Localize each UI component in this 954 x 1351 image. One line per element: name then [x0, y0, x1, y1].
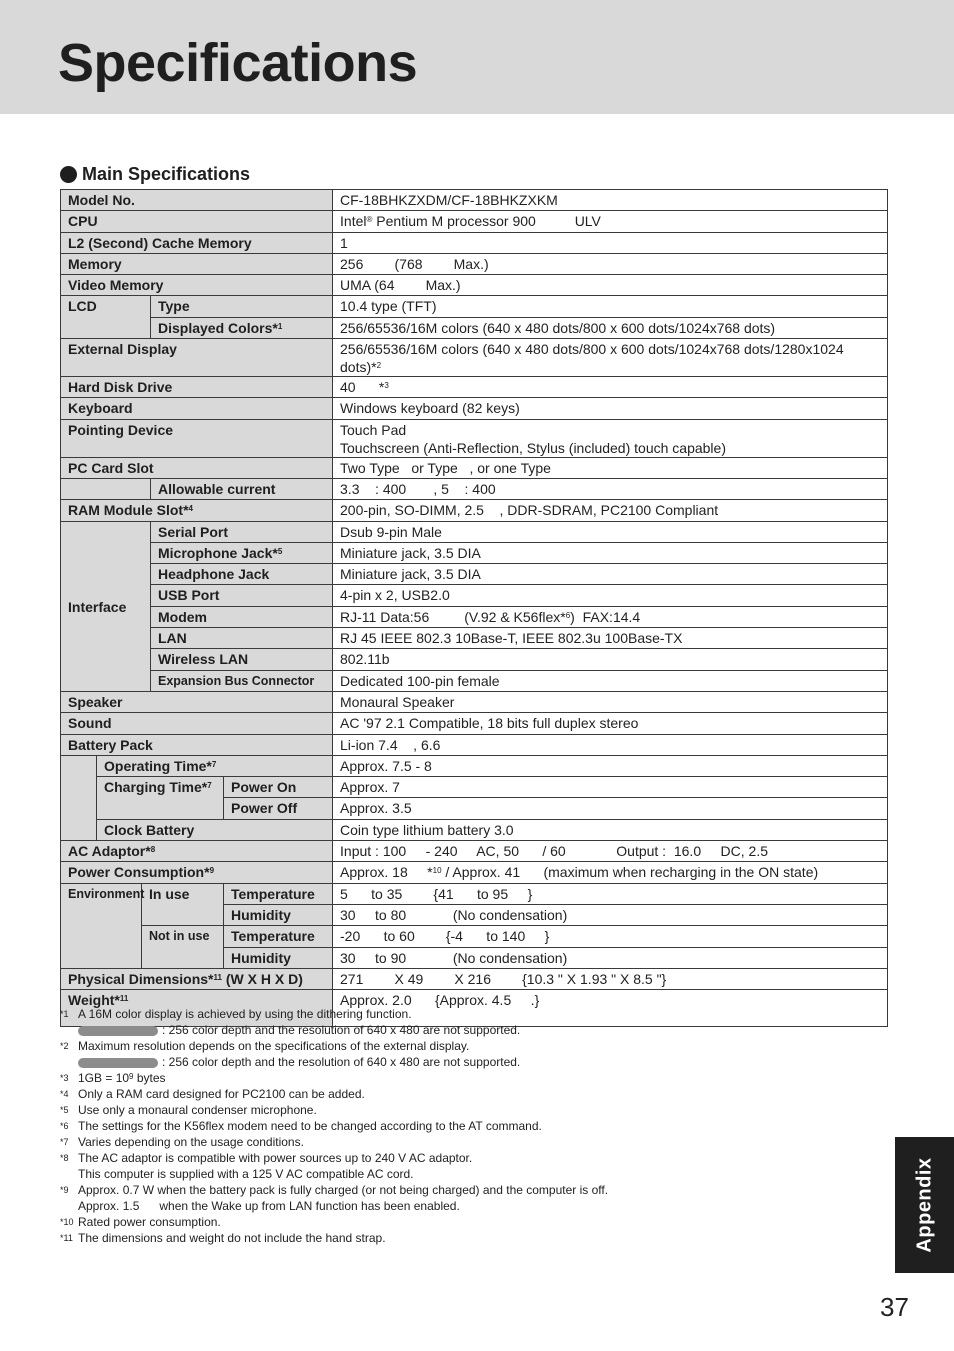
sub-label [151, 317, 333, 338]
footnote-mark: *6 [60, 1121, 69, 1131]
footnote-mark: *10 [60, 1217, 74, 1227]
table-row [61, 317, 888, 338]
footnote-text: The AC adaptor is compatible with power sources up to 240 V AC adaptor. [78, 1151, 473, 1165]
value-text: 40 * [340, 379, 385, 396]
footnote-mark: *1 [60, 1009, 69, 1019]
row-label: Environment [61, 883, 142, 968]
sub-label [97, 777, 224, 820]
sub-label: Type [151, 296, 333, 317]
table-row [61, 841, 888, 862]
row-value: Miniature jack, 3.5 DIA [333, 542, 888, 563]
value-text: ) FAX:14.4 [570, 608, 641, 625]
footnote-ref: 3 [384, 381, 389, 391]
label-text: Charging Time* [104, 779, 208, 796]
footnote-text: This computer is supplied with a 125 V AC compatible AC cord. [78, 1167, 414, 1181]
side-tab-label: Appendix [913, 1157, 935, 1253]
sub-label: Allowable current [151, 478, 333, 499]
footnote [60, 1182, 820, 1198]
footnote [60, 1214, 820, 1230]
sub-label [97, 755, 333, 776]
table-row [61, 542, 888, 563]
footnote [60, 1150, 820, 1166]
footnote-sub [60, 1054, 820, 1070]
sub-label: Expansion Bus Connector [151, 670, 333, 691]
value-text: Approx. 18 * [340, 864, 433, 881]
footnote-text: Use only a monaural condenser microphone. [78, 1103, 317, 1117]
table-row [61, 649, 888, 670]
row-value: 256 (768 Max.) [333, 253, 888, 274]
footnote [60, 1038, 820, 1054]
row-value: Approx. 7 [333, 777, 888, 798]
footnote-mark: *8 [60, 1153, 69, 1163]
table-row [61, 398, 888, 419]
footnote-text: The dimensions and weight do not include the hand strap. [78, 1231, 386, 1245]
table-row [61, 862, 888, 883]
row-value: 10.4 type (TFT) [333, 296, 888, 317]
row-value: Approx. 3.5 [333, 798, 888, 819]
row-value: Monaural Speaker [333, 691, 888, 712]
footnote-text: Approx. 0.7 W when the battery pack is fully charged (or not being charged) and the computer is off. [78, 1183, 609, 1197]
footnote-ref: 7 [211, 759, 217, 769]
exponent: 9 [129, 1072, 134, 1081]
footnote-ref: 11 [119, 994, 129, 1004]
row-label: Battery Pack [61, 734, 333, 755]
row-value: 802.11b [333, 649, 888, 670]
row-label: CPU [61, 211, 333, 232]
footnote-mark: *4 [60, 1089, 69, 1099]
table-row [61, 670, 888, 691]
row-value [333, 377, 888, 398]
footnote-mark: *3 [60, 1073, 69, 1083]
sub-label: Serial Port [151, 521, 333, 542]
table-row [61, 296, 888, 317]
table-row [61, 606, 888, 627]
footnote-mark: *5 [60, 1105, 69, 1115]
table-row [61, 564, 888, 585]
sub-label: Humidity [224, 947, 333, 968]
row-label: Memory [61, 253, 333, 274]
value-text: / Approx. 41 (maximum when recharging in the ON state) [441, 864, 819, 881]
row-label: Sound [61, 713, 333, 734]
row-label [61, 841, 333, 862]
table-row [61, 275, 888, 296]
footnote-text: Rated power consumption. [78, 1215, 221, 1229]
table-row [61, 755, 888, 776]
sub-label: Wireless LAN [151, 649, 333, 670]
table-row [61, 628, 888, 649]
table-row [61, 339, 888, 377]
bullet-icon [60, 166, 77, 183]
section-heading [60, 163, 250, 185]
footnote-text: Varies depending on the usage conditions. [78, 1135, 304, 1149]
footnote-mark: *9 [60, 1185, 69, 1195]
value-line: Touchscreen (Anti-Reflection, Stylus (included) touch capable) [340, 439, 726, 456]
row-value: UMA (64 Max.) [333, 275, 888, 296]
footnote-mark: *11 [60, 1233, 73, 1243]
footnote-text: : 256 color depth and the resolution of 640 x 480 are not supported. [162, 1023, 521, 1037]
label-text: Weight* [68, 992, 120, 1009]
footnote [60, 1134, 820, 1150]
blank-label-cell [61, 755, 97, 840]
table-row [61, 819, 888, 840]
sub-label: In use [142, 883, 224, 926]
footnote-text: bytes [133, 1071, 166, 1085]
table-row [61, 968, 888, 989]
row-value: -20 to 60 {-4 to 140 } [333, 926, 888, 947]
row-value: 3.3 : 400 , 5 : 400 [333, 478, 888, 499]
table-row [61, 253, 888, 274]
row-label [61, 500, 333, 521]
table-row [61, 926, 888, 947]
row-label: Video Memory [61, 275, 333, 296]
row-value: Approx. 7.5 - 8 [333, 755, 888, 776]
blank-label-cell [61, 478, 151, 499]
page-number: 37 [880, 1292, 909, 1322]
sub-label: Power On [224, 777, 333, 798]
table-row [61, 734, 888, 755]
row-label: PC Card Slot [61, 457, 333, 478]
footnote-ref: 11 [213, 972, 222, 982]
footnote [60, 1118, 820, 1134]
sub-label: Humidity [224, 904, 333, 925]
footnote-ref: 10 [432, 866, 442, 876]
row-value [333, 419, 888, 457]
footnote-ref: 2 [376, 361, 382, 371]
sub-label: USB Port [151, 585, 333, 606]
label-text: Power Consumption* [68, 864, 210, 881]
footnote-text: Maximum resolution depends on the specifications of the external display. [78, 1039, 470, 1053]
sub-label [151, 542, 333, 563]
sub-label: Not in use [142, 926, 224, 969]
row-value [333, 862, 888, 883]
value-text: RJ-11 Data:56 (V.92 & K56flex* [340, 608, 566, 625]
footnote-text: A 16M color display is achieved by using the dithering function. [78, 1007, 412, 1021]
footnote-sub [60, 1166, 820, 1182]
row-label: Hard Disk Drive [61, 377, 333, 398]
value-text: Intel [340, 213, 367, 230]
footnote-text: Only a RAM card designed for PC2100 can be added. [78, 1087, 365, 1101]
label-text: Displayed Colors* [158, 319, 278, 336]
row-value: Li-ion 7.4 , 6.6 [333, 734, 888, 755]
sub-label: Temperature [224, 926, 333, 947]
footnote-text: : 256 color depth and the resolution of 640 x 480 are not supported. [162, 1055, 521, 1069]
row-value: Windows keyboard (82 keys) [333, 398, 888, 419]
row-label: L2 (Second) Cache Memory [61, 232, 333, 253]
label-text: Operating Time* [104, 757, 212, 774]
footnote-ref: 7 [207, 781, 212, 791]
row-label: Keyboard [61, 398, 333, 419]
row-value: Dedicated 100-pin female [333, 670, 888, 691]
row-value: 271 X 49 X 216 {10.3 " X 1.93 " X 8.5 "} [333, 968, 888, 989]
table-row [61, 419, 888, 457]
row-value: Approx. 2.0 {Approx. 4.5 .} [333, 990, 888, 1027]
label-text: Microphone Jack* [158, 544, 278, 561]
row-label [61, 862, 333, 883]
footnote-ref: 4 [188, 504, 193, 514]
row-value: CF-18BHKZXDM/CF-18BHKZXKM [333, 190, 888, 211]
value-text: Pentium M processor 900 ULV [372, 213, 601, 230]
row-value [333, 606, 888, 627]
row-value: AC '97 2.1 Compatible, 18 bits full duplex stereo [333, 713, 888, 734]
row-value [333, 211, 888, 232]
row-value: Two Type or Type , or one Type [333, 457, 888, 478]
table-row [61, 377, 888, 398]
footnote [60, 1102, 820, 1118]
sub-label: Modem [151, 606, 333, 627]
footnote [60, 1230, 820, 1246]
table-row [61, 713, 888, 734]
row-value: Coin type lithium battery 3.0 [333, 819, 888, 840]
footnote-text: Approx. 1.5 when the Wake up from LAN function has been enabled. [78, 1199, 460, 1213]
row-label: LCD [61, 296, 151, 339]
row-label: Pointing Device [61, 419, 333, 457]
label-text: (W X H X D) [221, 970, 303, 987]
footnote [60, 1070, 820, 1086]
row-value: RJ 45 IEEE 802.3 10Base-T, IEEE 802.3u 100Base-TX [333, 628, 888, 649]
value-text: 256/65536/16M colors (640 x 480 dots/800 x 600 dots/1024x768 dots/1280x1024 dots)* [340, 341, 844, 376]
sub-label: Temperature [224, 883, 333, 904]
registered-mark: ® [366, 215, 373, 225]
table-row [61, 190, 888, 211]
table-row [61, 585, 888, 606]
table-row [61, 883, 888, 904]
row-value: 256/65536/16M colors (640 x 480 dots/800 x 600 dots/1024x768 dots) [333, 317, 888, 338]
table-row [61, 232, 888, 253]
footnote-mark: *2 [60, 1041, 69, 1051]
footnote [60, 1086, 820, 1102]
os-name-swatch [78, 1026, 158, 1036]
footnote-ref: 8 [150, 845, 156, 855]
row-value: 30 to 80 (No condensation) [333, 904, 888, 925]
row-label [61, 968, 333, 989]
page-title: Specifications [58, 33, 418, 93]
footnote-ref: 1 [277, 321, 283, 331]
os-name-swatch [78, 1058, 158, 1068]
table-row [61, 500, 888, 521]
row-value: 200-pin, SO-DIMM, 2.5 , DDR-SDRAM, PC2100 Compliant [333, 500, 888, 521]
sub-label: LAN [151, 628, 333, 649]
label-text: RAM Module Slot* [68, 502, 189, 519]
value-line: Touch Pad [340, 421, 407, 438]
sub-label: Power Off [224, 798, 333, 819]
label-text: Physical Dimensions* [68, 970, 214, 987]
row-value [333, 339, 888, 377]
label-text: AC Adaptor* [68, 843, 151, 860]
row-value: Input : 100 - 240 AC, 50 / 60 Output : 16.0 DC, 2.5 [333, 841, 888, 862]
row-value: 30 to 90 (No condensation) [333, 947, 888, 968]
footnote-text: 1GB = 10 [78, 1071, 130, 1085]
table-row [61, 457, 888, 478]
specifications-table [60, 189, 888, 1027]
footnote-ref: 6 [565, 610, 571, 620]
row-label: Speaker [61, 691, 333, 712]
table-row [61, 691, 888, 712]
section-title: Main Specifications [82, 163, 251, 184]
row-label: Interface [61, 521, 151, 691]
footnote-text: The settings for the K56flex modem need to be changed according to the AT command. [78, 1119, 542, 1133]
footnote [60, 1006, 820, 1022]
row-value: 4-pin x 2, USB2.0 [333, 585, 888, 606]
footnote-ref: 9 [209, 866, 215, 876]
table-row [61, 478, 888, 499]
footnotes [60, 1006, 820, 1246]
sub-label: Headphone Jack [151, 564, 333, 585]
table-row [61, 777, 888, 798]
appendix-side-tab [895, 1137, 954, 1273]
row-label: Model No. [61, 190, 333, 211]
row-value: 5 to 35 {41 to 95 } [333, 883, 888, 904]
footnote-mark: *7 [60, 1137, 69, 1147]
footnote-ref: 5 [277, 546, 283, 556]
sub-label: Clock Battery [97, 819, 333, 840]
row-value: Miniature jack, 3.5 DIA [333, 564, 888, 585]
table-row [61, 211, 888, 232]
footnote-sub [60, 1198, 820, 1214]
table-row [61, 521, 888, 542]
footnote-sub [60, 1022, 820, 1038]
row-value: 1 [333, 232, 888, 253]
row-label: External Display [61, 339, 333, 377]
row-value: Dsub 9-pin Male [333, 521, 888, 542]
